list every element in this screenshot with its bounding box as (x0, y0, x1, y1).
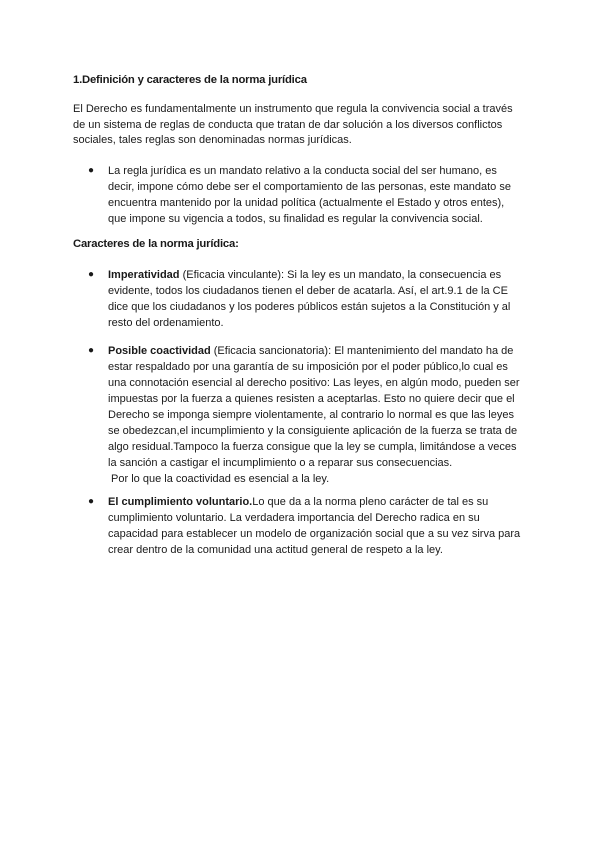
item-line: Derecho se imponga siempre violentamente, al contrario lo normal es que las leyes (108, 409, 514, 421)
bullet-line: que impone su vigencia a todos, su finalidad es regular la convivencia social. (108, 213, 483, 225)
intro-line: sociales, tales reglas son denominadas normas jurídicas. (73, 134, 352, 147)
item-line: la sanción a castigar el incumplimiento o a reparar sus consecuencias. (108, 457, 453, 469)
section-title: 1.Definición y caracteres de la norma jurídica (73, 74, 307, 86)
item-bold-term: Posible coactividad (108, 345, 211, 357)
item-line: impuestas por la fuerza a quienes resisten a aceptarlas. Esto no quiere decir que el (108, 393, 515, 405)
item-bold-term: Imperatividad (108, 269, 180, 281)
bullet-icon: ● (88, 345, 95, 356)
item-first-line (108, 267, 548, 283)
bullet-icon: ● (88, 165, 95, 176)
bullet-line: encuentra mantenido por la unidad política (actualmente el Estado y otros entes), (108, 197, 505, 209)
bullet-line: decir, impone cómo debe ser el comportamiento de las personas, este mandato se (108, 181, 511, 193)
caracter-item-coactividad (88, 343, 548, 487)
caracteres-heading: Caracteres de la norma jurídica: (73, 238, 239, 250)
definition-bullet (88, 163, 548, 227)
caracter-item-cumplimiento (88, 494, 548, 558)
item-line: capacidad para establecer un modelo de organización social que a su vez sirva para (108, 528, 521, 540)
intro-line: de un sistema de reglas de conducta que tratan de dar solución a los diversos conflictos (73, 118, 503, 131)
item-line: algo residual.Tampoco la fuerza consigue que la ley se cumpla, limitándose a veces (108, 441, 517, 453)
bullet-icon: ● (88, 269, 95, 280)
item-first-rest: (Eficacia vinculante): Si la ley es un mandato, la consecuencia es (179, 269, 502, 281)
item-first-line (108, 494, 548, 510)
item-line: resto del ordenamiento. (108, 317, 224, 329)
bullet-icon: ● (88, 496, 95, 507)
caracter-item-imperatividad (88, 267, 548, 331)
item-first-line (108, 343, 548, 359)
item-first-rest: Lo que da a la norma pleno carácter de tal es su (252, 496, 489, 508)
bullet-line: La regla jurídica es un mandato relativo a la conducta social del ser humano, es (108, 165, 497, 177)
item-line: evidente, todos los ciudadanos tienen el deber de acatarla. Así, el art.9.1 de la CE (108, 285, 508, 297)
item-line: cumplimiento voluntario. La verdadera importancia del Derecho radica en su (108, 512, 480, 524)
intro-line: El Derecho es fundamentalmente un instrumento que regula la convivencia social a través (73, 103, 513, 115)
item-line: estar respaldado por una garantía de su imposición por el poder público,lo cual es (108, 361, 508, 373)
item-line: crear dentro de la comunidad una actitud general de respeto a la ley. (108, 544, 443, 556)
item-bold-term: El cumplimiento voluntario. (108, 496, 253, 508)
intro-paragraph (73, 102, 543, 149)
item-first-rest: (Eficacia sancionatoria): El mantenimiento del mandato ha de (210, 345, 514, 357)
item-line: una connotación esencial al derecho positivo: Las leyes, en algún modo, pueden ser (108, 377, 520, 389)
item-line: se obedezcan,el incumplimiento y la consiguiente aplicación de la fuerza se trata de (108, 425, 518, 437)
item-line: Por lo que la coactividad es esencial a la ley. (108, 473, 330, 485)
item-line: dice que los ciudadanos y los poderes públicos están sujetos a la Constitución y al (108, 301, 511, 313)
